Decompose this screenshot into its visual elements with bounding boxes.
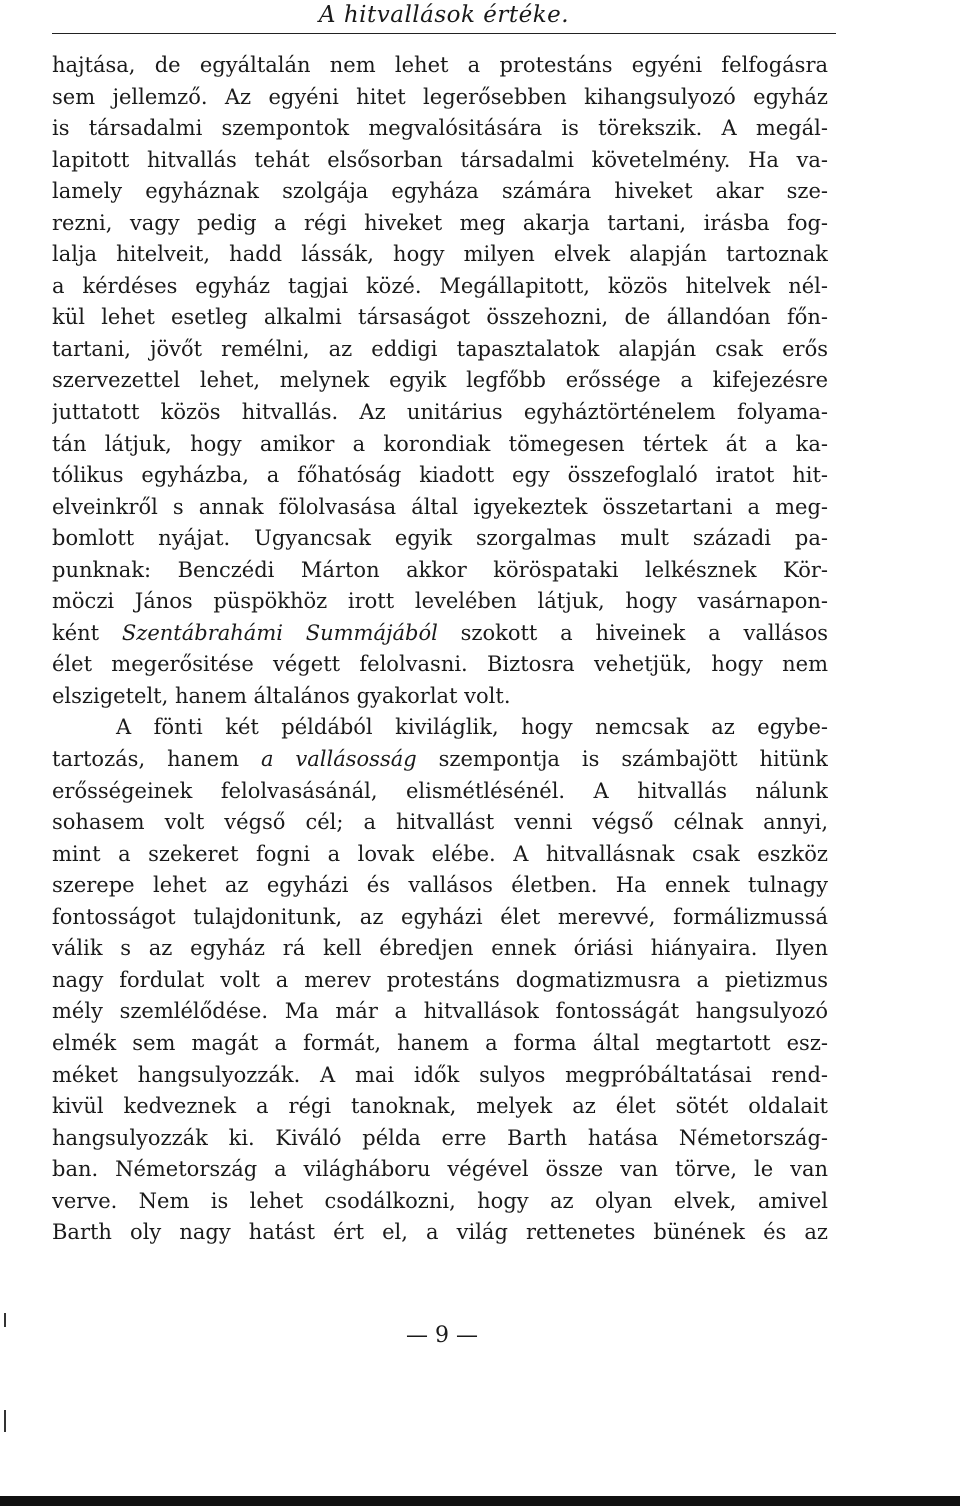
text-line: ban. Németország a világháboru végével össze van törve, le van (52, 1157, 828, 1182)
text-line: elveinkről s annak fölolvasása által igyekeztek összetartani a meg- (52, 494, 828, 519)
text-line: szerepe lehet az egyházi és vallásos életben. Ha ennek tulnagy (52, 873, 828, 898)
text-line: elszigetelt, hanem általános gyakorlat volt. (52, 683, 511, 708)
text-line: sohasem volt végső cél; a hitvallást venni végső célnak annyi, (52, 810, 828, 835)
italic-phrase: a (260, 747, 296, 772)
margin-speck (4, 1313, 6, 1327)
page-bottom-edge (0, 1496, 960, 1506)
running-title: A hitvallások értéke. (318, 2, 570, 28)
text-line: tartozás, hanem a vallásosság szempontja is számbajött hitünk (52, 747, 828, 772)
text-line: erősségeinek felolvasásánál, elismétlésénél. A hitvallás nálunk (52, 778, 828, 803)
text-line: mély szemlélődése. Ma már a hitvallások fontosságát hangsulyozó (52, 999, 828, 1024)
text-line: nagy fordulat volt a merev protestáns dogmatizmusra a pietizmus (52, 967, 828, 992)
text-line: sem jellemző. Az egyéni hitet legerősebben kihangsulyozó egyház (52, 84, 828, 109)
text-line: möczi János püspökhöz irott levelében látjuk, hogy vasárnapon- (52, 589, 828, 614)
header-rule (52, 33, 836, 34)
body-text (52, 50, 828, 1249)
text-line: hangsulyozzák ki. Kiváló példa erre Barth hatása Németország- (52, 1125, 828, 1150)
text-line: kivül kedveznek a régi tanoknak, melyek az élet sötét oldalait (52, 1094, 828, 1119)
text-line: lamely egyháznak szolgája egyháza számára hiveket akar sze- (52, 179, 828, 204)
text-line: verve. Nem is lehet csodálkozni, hogy az olyan elvek, amivel (52, 1188, 828, 1213)
text-line: lalja hitelveit, hadd lássák, hogy milyen elvek alapján tartoznak (52, 242, 828, 267)
page-number: — 9 — (406, 1323, 478, 1348)
text-line: lapitott hitvallás tehát elsősorban társadalmi követelmény. Ha va- (52, 147, 828, 172)
text-line: szervezettel lehet, melynek egyik legfőbb erőssége a kifejezésre (52, 368, 828, 393)
margin-speck (4, 1410, 6, 1432)
text-line: tartani, jövőt remélni, az eddigi tapasztalatok alapján csak erős (52, 336, 828, 361)
text-line: mint a szekeret fogni a lovak elébe. A hitvallásnak csak eszköz (52, 841, 828, 866)
text-line: ként Szentábrahámi Summájából szokott a hiveinek a vallásos (52, 620, 828, 645)
text-line: tólikus egyházba, a főhatóság kiadott egy összefoglaló iratot hit- (52, 463, 828, 488)
text-line: tán látjuk, hogy amikor a korondiak tömegesen tértek át a ka- (52, 431, 828, 456)
text-line: kül lehet esetleg alkalmi társaságot összehozni, de állandóan főn- (52, 305, 828, 330)
text-line: A fönti két példából kiviláglik, hogy nemcsak az egybe- (116, 715, 828, 740)
text-line: méket hangsulyozzák. A mai idők sulyos megpróbáltatásai rend- (52, 1062, 828, 1087)
text-line: rezni, vagy pedig a régi hiveket meg akarja tartani, irásba fog- (52, 210, 828, 235)
text-line: bomlott nyájat. Ugyancsak egyik szorgalmas mult századi pa- (52, 526, 828, 551)
text-line: hajtása, de egyáltalán nem lehet a protestáns egyéni felfogásra (52, 53, 828, 77)
text-line: válik s az egyház rá kell ébredjen ennek óriási hiányaira. Ilyen (52, 936, 828, 961)
text-line: elmék sem magát a formát, hanem a forma által megtartott esz- (52, 1030, 828, 1055)
italic-phrase: Szentábrahámi Summájából (121, 620, 438, 645)
italic-phrase: vallásosság (295, 747, 417, 772)
text-line: punknak: Benczédi Márton akkor köröspataki lelkésznek Kör- (52, 557, 828, 582)
text-line: fontosságot tulajdonitunk, az egyházi élet merevvé, formálizmussá (52, 904, 828, 929)
text-line: a kérdéses egyház tagjai közé. Megállapitott, közös hitelvek nél- (52, 273, 828, 298)
text-line: is társadalmi szempontok megvalósitására is törekszik. A megál- (52, 116, 828, 141)
text-line: Barth oly nagy hatást ért el, a világ rettenetes bünének és az (52, 1220, 828, 1245)
text-line: juttatott közös hitvallás. Az unitárius egyháztörténelem folyama- (52, 400, 828, 425)
text-line: élet megerősitése végett felolvasni. Biztosra vehetjük, hogy nem (52, 652, 828, 677)
